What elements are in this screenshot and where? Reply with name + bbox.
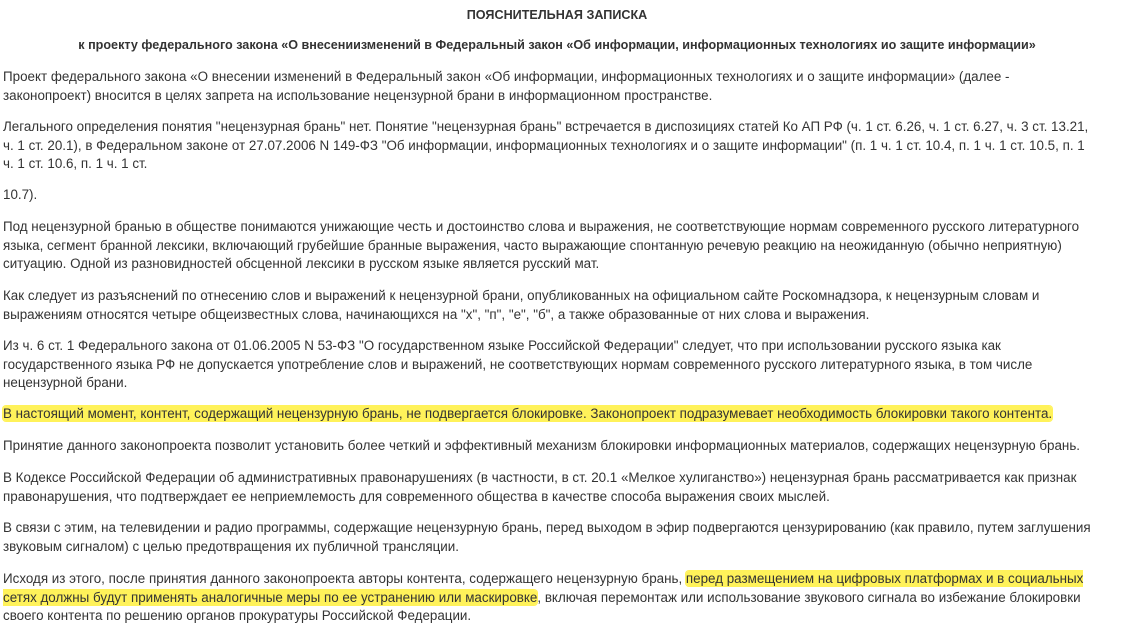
paragraph-10-end: , включая перемонтаж или использование звукового сигнала во избежание блокировки своего контента по решению органов прокуратуры Российской Федерации. — [3, 589, 1081, 623]
document-subtitle: к проекту федерального закона «О внесениизменений в Федеральный закон «Об информации, информационных технологиях ио защите информации» — [78, 38, 1036, 52]
paragraph-3: Под нецензурной бранью в обществе понимаются унижающие честь и достоинство слова и выражения, не соответствующие нормам современного русского литературного языка, сегмент бранной лексики, включающий грубейшие бранные выражения, часто выражающие спонтанную речевую реакцию на неожиданную (обычно неприятную) ситуацию. Одной из разновидностей обсценной лексики в русском языке является русский мат. — [3, 219, 1080, 271]
paragraph-4: Как следует из разъяснений по отнесению слов и выражений к нецензурной брани, опубликованных на официальном сайте Роскомнадзора, к нецензурным словам и выражениям относятся четыре общеизвестных слова, начинающихся на "х", "п", "е", "б", а также образованные от них слова и выражения. — [3, 288, 1040, 322]
paragraph-10-start: Исходя из этого, после принятия данного законопроекта авторы контента, содержащего нецензурную брань, — [3, 571, 686, 586]
paragraph-9: В связи с этим, на телевидении и радио программы, содержащие нецензурную брань, перед выходом в эфир подвергаются цензурированию (как правило, путем заглушения звуковым сигналом) с целью предотвращения их публичной трансляции. — [3, 520, 1091, 554]
highlight-mark: перед размещением на цифровых платформах и в социальных сетях должны будут применять аналогичные меры по ее устранению или маскировке — [3, 571, 1084, 605]
paragraph-2: Легального определения понятия "нецензурная брань" нет. Понятие "нецензурная брань" встречается в диспозициях статей Ко АП РФ (ч. 1 ст. 6.26, ч. 1 ст. 6.27, ч. 3 ст. 13.21, ч. 1 ст. 20.1), в Федеральном законе от 27.07.2006 N 149-ФЗ "Об информации, информационных технологиях и о защите информации" (п. 1 ч. 1 ст. 10.4, п. 1 ч. 1 ст. 10.5, п. 1 ч. 1 ст. 10.6, п. 1 ч. 1 ст. — [3, 119, 1089, 171]
paragraph-1: Проект федерального закона «О внесении изменений в Федеральный закон «Об информации, информационных технологиях и о защите информации» (далее - законопроект) вносится в целях запрета на использование нецензурной брани в информационном пространстве. — [3, 69, 1010, 103]
highlight-mark: В настоящий момент, контент, содержащий нецензурную брань, не подвергается блокировке. Законопроект подразумевает необходимость блокировки такого контента. — [3, 406, 1053, 421]
paragraph-2-continuation: 10.7). — [3, 187, 38, 202]
paragraph-7: Принятие данного законопроекта позволит установить более четкий и эффективный механизм блокировки информационных материалов, содержащих нецензурную брань. — [3, 438, 1081, 453]
document-title: ПОЯСНИТЕЛЬНАЯ ЗАПИСКА — [466, 8, 648, 22]
paragraph-5: Из ч. 6 ст. 1 Федерального закона от 01.06.2005 N 53-ФЗ "О государственном языке Российской Федерации" следует, что при использовании русского языка как государственного языка РФ не допускается употребление слов и выражений, не соответствующих нормам современного русского литературного языка, в том числе нецензурной брани. — [3, 338, 1033, 390]
paragraph-8: В Кодексе Российской Федерации об административных правонарушениях (в частности, в ст. 20.1 «Мелкое хулиганство») нецензурная брань рассматривается как признак правонарушения, что подтверждает ее неприемлемость для современного общества в качестве способа выражения своих мыслей. — [3, 470, 1077, 504]
paragraph-6-highlighted — [3, 405, 1093, 424]
paragraph-10 — [3, 570, 1093, 626]
